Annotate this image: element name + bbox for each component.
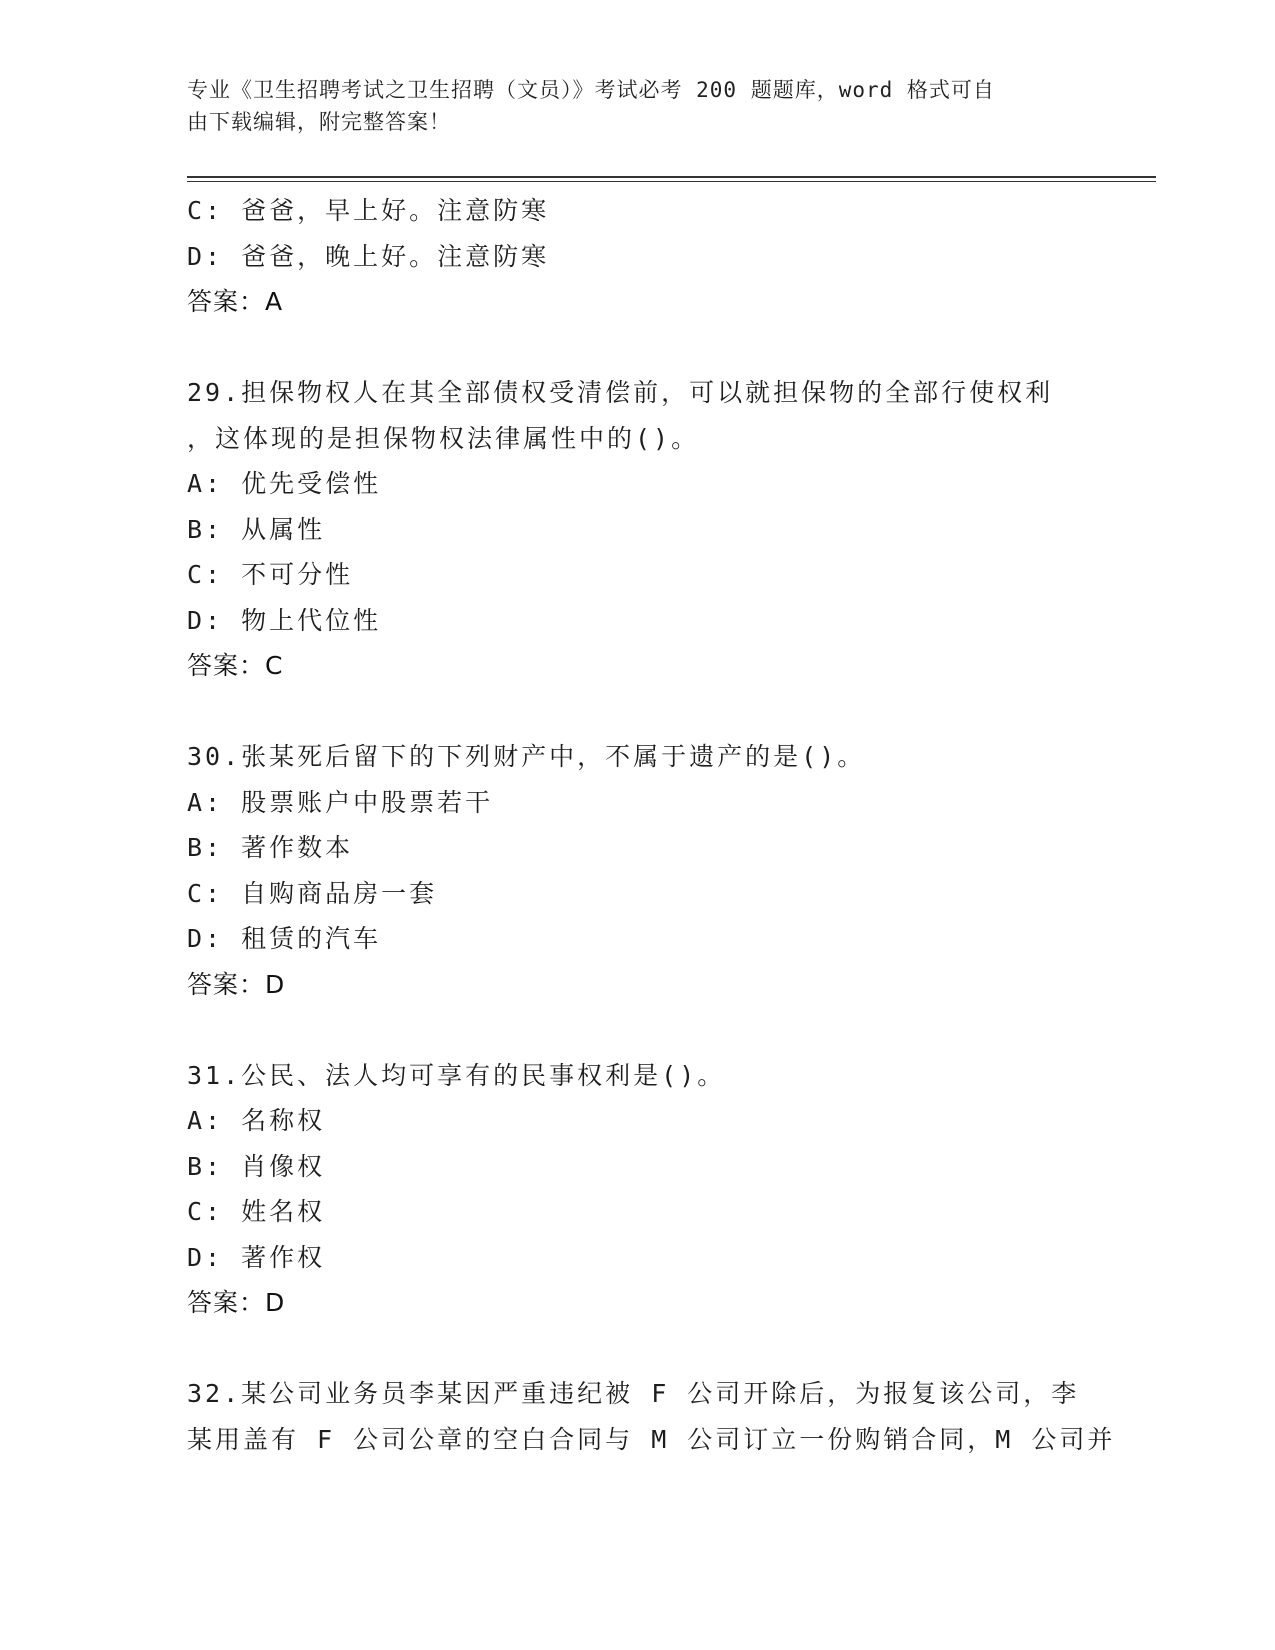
header-line-1: 专业《卫生招聘考试之卫生招聘（文员）》考试必考 200 题题库，word 格式可自 [187,78,995,102]
carryover-block [187,188,1087,325]
page-header [187,74,1067,138]
option-a: A: 股票账户中股票若干 [187,787,494,817]
spacer [187,689,1087,735]
header-rule-thick [187,176,1156,178]
option-c: C: 姓名权 [187,1197,326,1226]
question-text: 32.某公司业务员李某因严重违纪被 F 公司开除后，为报复该公司，李 [187,1379,1080,1408]
question-text: 31.公民、法人均可享有的民事权利是()。 [187,1060,726,1090]
question-text: 30.张某死后留下的下列财产中，不属于遗产的是()。 [187,742,866,771]
option-c: C: 不可分性 [187,560,354,589]
option-b: B: 肖像权 [187,1151,326,1181]
question-content [187,188,1116,1462]
answer-line: 答案：D [187,1288,286,1317]
spacer [187,325,1087,371]
option-c: C: 爸爸，早上好。注意防寒 [187,196,550,225]
option-d: D: 租赁的汽车 [187,924,382,953]
header-line-2: 由下载编辑，附完整答案！ [187,110,451,134]
question-text: ，这体现的是担保物权法律属性中的()。 [187,423,700,453]
option-a: A: 名称权 [187,1106,326,1135]
question-32 [187,1371,1116,1462]
question-31 [187,1053,1087,1326]
option-c: C: 自购商品房一套 [187,878,438,908]
question-text: 某用盖有 F 公司公章的空白合同与 M 公司订立一份购销合同，M 公司并 [187,1424,1116,1454]
answer-line: 答案：A [187,287,284,316]
answer-line: 答案：D [187,969,286,999]
option-d: D: 物上代位性 [187,605,382,635]
spacer [187,1326,1087,1372]
header-rule-thin [187,181,1156,182]
spacer [187,1007,1087,1053]
option-b: B: 从属性 [187,514,326,544]
option-d: D: 著作权 [187,1242,326,1272]
question-30 [187,734,1087,1007]
option-a: A: 优先受偿性 [187,469,382,498]
question-text: 29.担保物权人在其全部债权受清偿前，可以就担保物的全部行使权利 [187,378,1054,407]
question-29 [187,370,1087,689]
option-b: B: 著作数本 [187,833,354,862]
answer-line: 答案：C [187,651,284,680]
option-d: D: 爸爸，晚上好。注意防寒 [187,241,550,271]
